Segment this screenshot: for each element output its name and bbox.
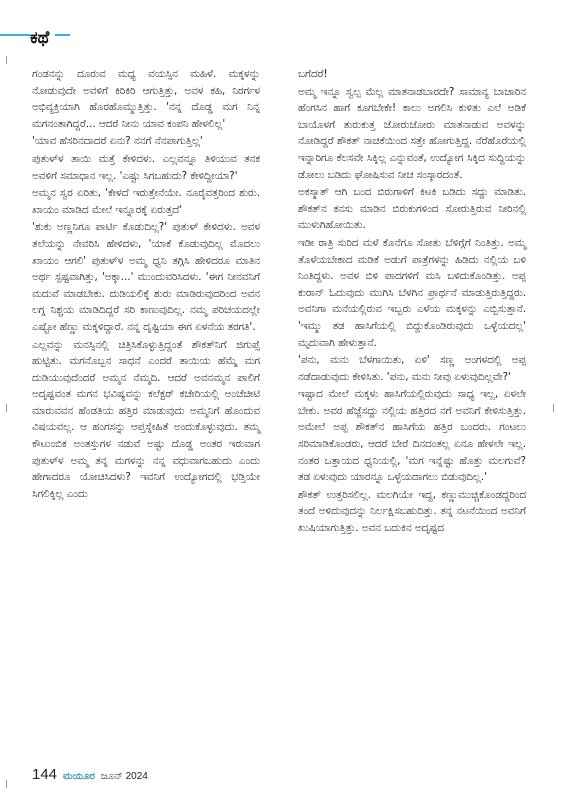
- left-column: [32, 66, 260, 503]
- paragraph: 'ಯಾವ ಹೆಸರಿನದಾದರೆ ಏನು? ನನಗೆ ನೆನಪಾಗುತ್ತಿಲ್ಲ': [32, 135, 203, 148]
- crop-mark: [6, 780, 7, 788]
- issue-date: ಜೂನ್ 2024: [100, 771, 148, 782]
- paragraph: ಬಗೆದರೆ!: [298, 68, 328, 80]
- paragraph: 'ಪನು, ಮನು ಬೆಳಗಾಯಿತು, ಏಳಿ' ಸಣ್ಣ ಅಂಗಳದಲ್ಲಿ ಅಪ್ಪ ನಡೆದಾಡುವುದು ಕೇಳಿಸಿತು. 'ಪನು, ಮನು ನೀವು ಏಳುವುದಿಲ್ಲವೇ?': [298, 354, 526, 383]
- crop-mark: [6, 56, 7, 64]
- paragraph: ಪುತುಳ್‌ಳ ತಾಯಿ ಮತ್ತೆ ಕೇಳಿದಳು. ಎಲ್ಲವನ್ನೂ ತಿಳಿಯುವ ತನಕ ಅವಳಿಗೆ ಸಮಾಧಾನ ಇಲ್ಲ. 'ಎಷ್ಟು ಸಿಗಬಹುದು? ಕೇಳಿದ್ದೀಯಾ?': [32, 152, 260, 182]
- paragraph: ಗಂಡನನ್ನು ದೂರುವ ಮಧ್ಯ ವಯಸ್ಸಿನ ಮಹಿಳೆ. ಮಕ್ಕಳನ್ನು ನೋಡುವುದೇ ಅವಳಿಗೆ ಕಿರಿಕಿರಿ ಆಗುತ್ತಿತ್ತು, ಅವಳ ಕಹಿ, ನಿರರ್ಗಳ ಅಭಿವ್ಯಕ್ತಿಯಾಗಿ ಹೊರಹೊಮ್ಮುತ್ತಿತ್ತು. 'ನನ್ನ ದೊಡ್ಡ ಮಗ ನಿನ್ನ ಮಗನಂತಾಗಿದ್ದರೆ... ಆದರೆ ನೀನು ಯಾವ ಕಂಪನಿ ಹೇಳಲಿಲ್ಲ': [32, 68, 260, 130]
- paragraph: ಅಮ್ಮನ ಸ್ವರ ಏರಿತು, 'ಕೇಳದೆ ಇರುತ್ತೇನೆಯೇ. ನೂರೈವತ್ತರಿಂದ ಶುರು. ಖಾಯಂ ಮಾಡಿದ ಮೇಲೆ ಇನ್ನೂರಕ್ಕೆ ಏರುತ್ತದೆ': [32, 187, 260, 216]
- crop-mark: [6, 404, 7, 412]
- crop-mark: [553, 404, 554, 412]
- page-footer: [32, 766, 148, 783]
- paragraph: ಅಕಸ್ಮಾತ್ ಆಗಿ ಬಂದ ಬಿರುಗಾಳಿಗೆ ಕಿಟಕಿ ಬಡಿದು ಸದ್ದು ಮಾಡಿತು. ಶೌಕತ್‌ನ ಕನಸು ಮಾಡಿನ ಬಿರುಕುಗಳಿಂದ ಸೋರುತ್ತಿರುವ ನೀರಿನಲ್ಲಿ ಮುಳುಗಿಹೋಯಿತು.: [298, 186, 526, 232]
- paragraph: ಇಡೀ ರಾತ್ರಿ ಸುರಿದ ಮಳೆ ಕೊನೆಗೂ ಸೋತು ಬೆಳಿಗ್ಗೆಗೆ ನಿಂತಿತ್ತು. ಅಮ್ಮ ತೊಳೆಯಬೇಕಾದ ಮಡಿಕೆ ಅಡುಗೆ ಪಾತ್ರೆಗಳನ್ನು ಹಿಡಿದು ನಲ್ಲಿಯ ಬಳಿ ನಿಂತಿದ್ದಳು. ಅವಳ ಬಿಳಿ ಪಾದಗಳಿಗೆ ಮಸಿ ಬಳಿದುಕೊಂಡಿತ್ತು. ಅಪ್ಪ ಕುರಾನ್ ಓದುವುದು ಮುಗಿಸಿ ಬೆಳಗಿನ ಪ್ರಾರ್ಥನೆ ಮಾಡುತ್ತಿರುತ್ತಿದ್ದರು. ಅವನಿಗಾ ಮನೆಯಲ್ಲಿರುವ ಇಬ್ಬರು ಎಳೆಯ ಮಕ್ಕಳನ್ನು ಎಬ್ಬಿಸುತ್ತಾನೆ. 'ಇಮ್ಮು ತಡ ಹಾಸಿಗೆಯಲ್ಲಿ ಬಿದ್ದುಕೊಂಡಿರುವುದು ಒಳ್ಳೆಯದಲ್ಲ' ಮೃದುವಾಗಿ ಹೇಳುತ್ತಾನೆ.: [298, 236, 526, 349]
- paragraph: 'ಶುಕು ಅಣ್ಣನಿಗೂ ಪಾರ್ಟಿ ಕೊಡುದಿಲ್ಲ?' ಪುತುಳ್ ಕೇಳಿದಳು. ಅವಳ ತಲೆಯನ್ನು ನೇವರಿಸಿ ಹೇಳಿದಳು, 'ಯಾಕೆ ಕೊಡುವುದಿಲ್ಲ ಮೊದಲು ಖಾಯಂ ಆಗಲಿ' ಪುತುಳ್‌ಳ ಅಮ್ಮ ಧ್ವನಿ ತಗ್ಗಿಸಿ ಹೇಳಿದರೂ ಮಾತಿನ ಅರ್ಥ ಸ್ಪಷ್ಟವಾಗಿತ್ತು, 'ಅಕ್ಕಾ...' ಮುಂದುವರಿಸಿದಳು. 'ಈಗ ನೀನವನಿಗೆ ಮದುವೆ ಮಾಡಬೇಕು. ದುಡಿಯಲಿಕ್ಕೆ ಶುರು ಮಾಡಿರುವುದರಿಂದ ಅವನ ಲಗ್ನ ನಿಶ್ಚಯ ಮಾಡಿದಿದ್ದರೆ ಸರಿ ಕಾಣುವುದಿಲ್ಲ. ನಮ್ಮ ಪರಿಚಯದಲ್ಲೇ ಎಷ್ಟೋ ಹೆಣ್ಣು ಮಕ್ಕಳಿದ್ದಾರೆ. ನನ್ನ ದೃಷ್ಟಿಯಾ ಈಗ ಏಳನೆಯ ತರಗತಿ'.: [32, 221, 260, 333]
- magazine-name: ಮಯೂರ: [63, 771, 95, 782]
- paragraph: ಇಷ್ಟಾದ ಮೇಲೆ ಮಕ್ಕಳು ಹಾಸಿಗೆಯಲ್ಲಿರುವುದು ಸಾಧ್ಯ ಇಲ್ಲ, ಏಳಲೇ ಬೇಕು. ಅವರ ಹೆಜ್ಜೆಸದ್ದು ನಲ್ಲಿಯ ಹತ್ತಿರದ ನಗೆ ಅವನಿಗೆ ಕೇಳಿಸುತ್ತಿತ್ತು. ಅಮೇಲೆ ಅಪ್ಪ ಶೌಕತ್‌ನ ಹಾಸಿಗೆಯ ಹತ್ತಿರ ಬಂದರು. ಗಂಟಲು ಸರಿಮಾಡಿಕೊಂಡರು, ಆದರೆ ಬೇರೆ ದಿನದಂತಲ್ಲ ಏನೂ ಹೇಳಲೇ ಇಲ್ಲ. ನಂತರ ಒತ್ತಾಯದ ಧ್ವನಿಯಲ್ಲಿ, 'ಮಗ ಇನ್ನೆಷ್ಟು ಹೊತ್ತು ಮಲಗುವೆ? ತಡ ಏಳುವುದು ಯಾರನ್ನೂ ಒಳ್ಳೆಯದಾಗಲು ಬಿಡುವುದಿಲ್ಲ.': [298, 388, 526, 484]
- paragraph: ಶೌಕತ್ ಉತ್ತರಿಸಲಿಲ್ಲ. ಮಲಗಿಯೇ ಇದ್ದ, ಕಣ್ಣುಮುಚ್ಚಿಕೊಂಡದ್ದರಿಂದ ತಂದೆ ಅಳಿದುವುದನ್ನು ನಿರ್ಲಕ್ಷಿಸಬಹುದಿತ್ತು. ತನ್ನ ನಟನೆಯಿಂದ ಅವನಿಗೆ ಖುಷಿಯಾಗುತ್ತಿತ್ತು. ಅವನ ಬದುಕಿನ ಅದೃಷ್ಟದ: [298, 488, 526, 535]
- paragraph: ಎಲ್ಲವನ್ನು ಮನಸ್ಸಿನಲ್ಲಿ ಚಿತ್ರಿಸಿಕೊಳ್ಳುತ್ತಿದ್ದಂತೆ ಶೌಕತ್‌ನಿಗೆ ಜಿಗುಪ್ಸೆ ಹುಟ್ಟಿತು. ಮಗನೊಬ್ಬನ ಸಾಧನೆ ಎಂದರೆ ತಾಯಿಯ ಹೆಮ್ಮೆ ಮಗ ದುಡಿಯುವುದೆಂದರೆ ಅಮ್ಮನ ನೆಮ್ಮದಿ. ಆದರೆ ಅವನಮ್ಮನ ಪಾಲಿಗೆ ಅದೃಷ್ಟವಂತ ಮಗನ ಭವಿಷ್ಯವನ್ನು ಕಲೆಕ್ಟರ್ ಕಚೇರಿಯಲ್ಲಿ ಅಂಚೆಚೀಟಿ ಮಾರುವವನ ಹೆಂಡತಿಯ ಹತ್ತಿರ ಮಾಡುವುದು ಅಮ್ಮನಿಗೆ ಹೊಂದುವ ವಿಷಯವಲ್ಲ. ಆ ಹಂಗಸನ್ನು ಆಪ್ತಸ್ನೇಹಿತೆ ಅಂದುಕೊಳ್ಳುವುದು. ತಮ್ಮ ಕೌಟುಂಬಿಕ ಅಂತಸ್ತುಗಳ ನಡುವೆ ಅಷ್ಟು ದೊಡ್ಡ ಅಂತರ ಇರುವಾಗ ಪುತುಳ್‌ಳ ಅಮ್ಮ ತನ್ನ ಮಗಳನ್ನು ನನ್ನ ವಧುವಾಗಬಹುದು ಎಂದು ಹೇಗಾದರೂ ಯೋಚಿಸಿದಳು? ಇವನಿಗೆ ಉದ್ಯೋಗದಲ್ಲಿ ಭಡ್ತಿಯೇ ಸಿಗಲಿಕ್ಕಿಲ್ಲ ಎಂದು: [32, 338, 260, 500]
- paragraph: ಅಮ್ಮ ಇನ್ನೂ ಸ್ವಲ್ಪ ಮೆಲ್ಲ ಮಾತನಾಡಬಾರದೇ? ಸಾಮಾನ್ಯ ಬಾಜಾರಿನ ಹೆಂಗಸಿನ ಹಾಗೆ ಕೂಗಬೇಕೇ! ಕಾಲು ಅಗಲಿಸಿ ಕುಳಿತು ಎಲೆ ಅಡಿಕೆ ಬಾಯೊಳಗೆ ತುರುಕುತ್ತ ಜೋರುಜೋರು ಮಾತನಾಡುವ ಅವಳನ್ನು ನೋಡಿದ್ದರೆ ಶೌಕತ್ ನಾಚಿಕೆಯಿಂದ ಸತ್ತೇ ಹೋಗುತ್ತಿದ್ದ. ನೆರೆಹೊರೆಯಲ್ಲಿ ಇನ್ನಾರಿಗೂ ಕೆಲಸವೇ ಸಿಕ್ಕಿಲ್ಲ ಎನ್ನುವಂತೆ, ಉದ್ಯೋಗ ಸಿಕ್ಕಿದ ಸುದ್ದಿಯನ್ನು ಡೋಲು ಬಡಿದು ಘೋಷಿಸುವ ನೀಚ ಸಂಸ್ಕಾರದಂತೆ.: [298, 85, 526, 181]
- page-number: 144: [32, 766, 58, 783]
- section-label: ಕಥೆ: [30, 28, 55, 48]
- right-column: [298, 66, 526, 538]
